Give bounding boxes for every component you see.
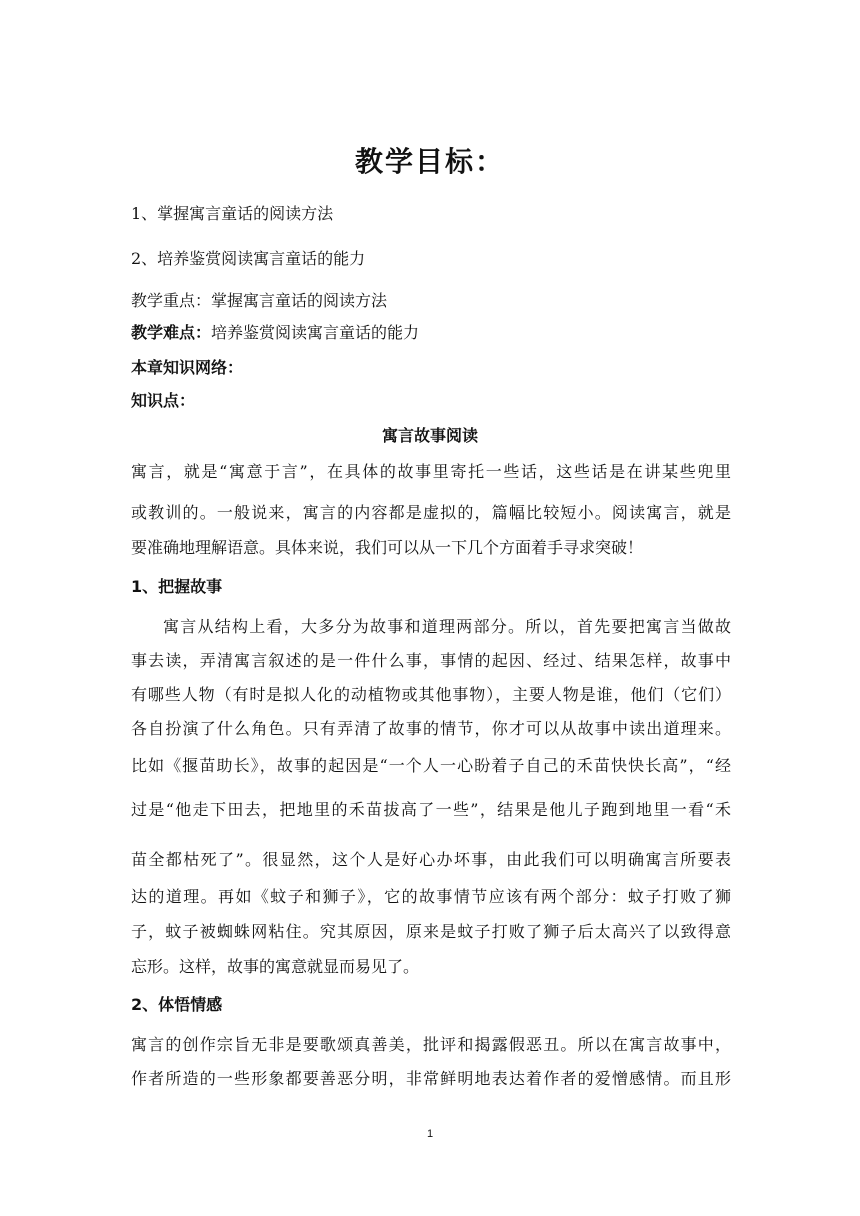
- para1-line-10: 忘形。这样，故事的寓意就显而易见了。: [131, 957, 420, 976]
- para1-line-9: 子，蚊子被蜘蛛网粘住。究其原因，原来是蚊子打败了狮子后太高兴了以致得意: [131, 922, 731, 941]
- para1-line-8: 达的道理。再如《蚊子和狮子》，它的故事情节应该有两个部分：蚊子打败了狮: [131, 887, 731, 906]
- para1-line-4: 各自扮演了什么角色。只有弄清了故事的情节，你才可以从故事中读出道理来。: [131, 719, 731, 738]
- page-number: 1: [426, 1128, 434, 1140]
- para1-line-1: 寓言从结构上看，大多分为故事和道理两部分。所以，首先要把寓言当做故: [163, 617, 731, 636]
- page-title: 教学目标：: [354, 145, 505, 178]
- difficult-point: [131, 320, 731, 343]
- objective-1: 1、掌握寓言童话的阅读方法: [131, 204, 334, 223]
- intro-line-1: 寓言，就是“寓意于言”，在具体的故事里寄托一些话，这些话是在讲某些兜里: [131, 462, 731, 481]
- key-point-text: 掌握寓言童话的阅读方法: [211, 291, 388, 310]
- para1-line-2: 事去读，弄清寓言叙述的是一件什么事，事情的起因、经过、结果怎样，故事中: [131, 651, 731, 670]
- intro-line-3: 要准确地理解语意。具体来说，我们可以从一下几个方面着手寻求突破！: [131, 538, 644, 557]
- network-heading: 本章知识网络：: [131, 358, 244, 377]
- heading-2: 2、体悟情感: [131, 995, 223, 1014]
- difficult-point-label: 教学难点：: [131, 323, 212, 342]
- difficult-point-text: 培养鉴赏阅读寓言童话的能力: [211, 323, 420, 342]
- knowledge-heading: 知识点：: [131, 391, 196, 410]
- key-point: [131, 288, 731, 311]
- para2-line-2: 作者所造的一些形象都要善恶分明，非常鲜明地表达着作者的爱憎感情。而且形: [131, 1069, 731, 1088]
- key-point-label: 教学重点：: [131, 291, 212, 310]
- para1-line-3: 有哪些人物（有时是拟人化的动植物或其他事物），主要人物是谁，他们（它们）: [131, 685, 731, 704]
- para1-line-6: 过是“他走下田去，把地里的禾苗拔高了一些”，结果是他儿子跑到地里一看“禾: [131, 800, 731, 819]
- para2-line-1: 寓言的创作宗旨无非是要歌颂真善美，批评和揭露假恶丑。所以在寓言故事中，: [131, 1035, 731, 1054]
- heading-1: 1、把握故事: [131, 577, 223, 596]
- para1-line-5: 比如《揠苗助长》，故事的起因是“一个人一心盼着子自己的禾苗快快长高”，“经: [131, 756, 731, 775]
- section-title: 寓言故事阅读: [381, 426, 478, 445]
- objective-2: 2、培养鉴赏阅读寓言童话的能力: [131, 249, 366, 268]
- intro-line-2: 或教训的。一般说来，寓言的内容都是虚拟的，篇幅比较短小。阅读寓言，就是: [131, 503, 731, 522]
- para1-line-7: 苗全都枯死了”。很显然，这个人是好心办坏事，由此我们可以明确寓言所要表: [131, 850, 731, 869]
